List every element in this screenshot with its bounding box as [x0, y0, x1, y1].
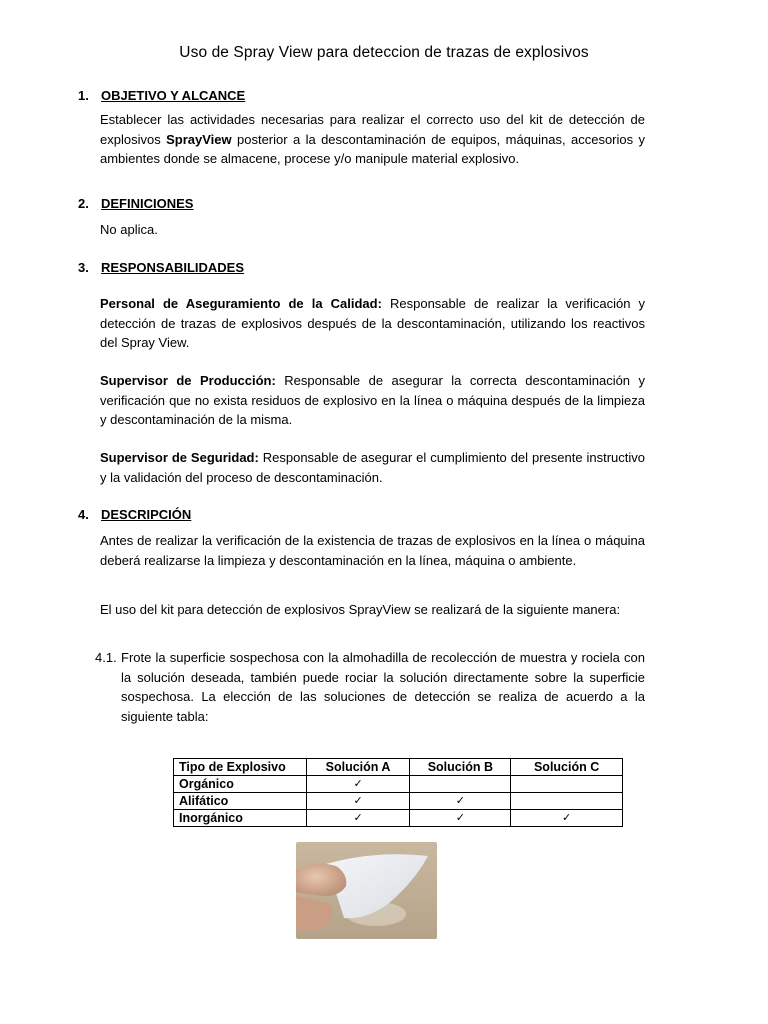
objetivo-text-post: posterior a la descontaminación de equipos, máquinas, accesorios y ambientes donde se almacene, procese y/o manipule material explosivo.: [100, 131, 646, 166]
responsabilidad-produccion: [100, 371, 645, 430]
descripcion-paragraph-2: El uso del kit para detección de explosivos SprayView se realizará de la siguiente manera:: [100, 602, 621, 617]
table-row: [174, 793, 623, 810]
section-heading-definiciones: [78, 196, 193, 211]
section-heading-descripcion: [78, 507, 191, 522]
responsabilidad-calidad: [100, 294, 645, 353]
document-title: Uso de Spray View para deteccion de trazas de explosivos: [179, 44, 589, 61]
role-text: Responsable de realizar la verificación y detección de trazas de explosivos después de la descontaminación, utilizando los reactivos del Spray View.: [100, 296, 645, 350]
table-header: Solución A: [306, 759, 410, 776]
role-label: Supervisor de Producción:: [100, 373, 276, 388]
section-number: 2.: [78, 196, 89, 211]
check-icon: ✓: [306, 810, 410, 827]
objetivo-text-pre: Establecer las actividades necesarias para realizar el correcto uso del kit de detección de explosivos: [100, 112, 645, 147]
table-header: Solución C: [511, 759, 623, 776]
role-label: Personal de Aseguramiento de la Calidad:: [100, 296, 382, 311]
sample-pad-illustration: [296, 842, 437, 939]
check-icon: ✓: [410, 793, 511, 810]
section-number: 1.: [78, 88, 89, 103]
explosive-type: Inorgánico: [174, 810, 307, 827]
check-icon: ✓: [306, 776, 410, 793]
explosive-type: Orgánico: [174, 776, 307, 793]
section-label: DEFINICIONES: [101, 196, 194, 211]
table-row: [174, 776, 623, 793]
check-icon: ✓: [511, 810, 623, 827]
step-number: 4.1.: [95, 650, 117, 665]
descripcion-paragraph-1: Antes de realizar la verificación de la existencia de trazas de explosivos en la línea o máquina deberá realizarse la limpieza y descontaminación en la línea, máquina o ambiente.: [100, 533, 645, 568]
table-header: Tipo de Explosivo: [174, 759, 307, 776]
section-label: DESCRIPCIÓN: [101, 507, 192, 522]
check-cell: [511, 793, 623, 810]
section-heading-objetivo: [78, 88, 245, 103]
step-text: Frote la superficie sospechosa con la almohadilla de recolección de muestra y rociela con la solución deseada, también puede rociar la solución directamente sobre la superficie sospechosa. La elección de las soluciones de detección se realiza de acuerdo a la siguiente tabla:: [121, 650, 645, 724]
table-header: Solución B: [410, 759, 511, 776]
check-cell: [410, 776, 511, 793]
definiciones-paragraph: No aplica.: [100, 222, 158, 237]
section-heading-responsabilidades: [78, 260, 244, 275]
brand-name: SprayView: [166, 131, 232, 147]
section-number: 4.: [78, 507, 89, 522]
objetivo-paragraph: [100, 110, 645, 169]
table-header-row: [174, 759, 623, 776]
check-icon: ✓: [306, 793, 410, 810]
responsabilidad-seguridad: [100, 448, 645, 487]
sample-pad-photo: [296, 842, 437, 939]
role-label: Supervisor de Seguridad:: [100, 450, 259, 465]
explosive-type: Alifático: [174, 793, 307, 810]
section-label: RESPONSABILIDADES: [101, 260, 245, 275]
section-number: 3.: [78, 260, 89, 275]
check-cell: [511, 776, 623, 793]
section-label: OBJETIVO Y ALCANCE: [101, 88, 246, 103]
table-row: [174, 810, 623, 827]
explosives-table: [173, 758, 623, 827]
role-text: Responsable de asegurar el cumplimiento del presente instructivo y la validación del proceso de descontaminación.: [100, 450, 646, 485]
check-icon: ✓: [410, 810, 511, 827]
finger-icon: [296, 864, 346, 896]
role-text: Responsable de asegurar la correcta descontaminación y verificación que no exista residuos de explosivo en la línea o máquina después de la limpieza y descontaminación de la misma.: [100, 373, 645, 427]
